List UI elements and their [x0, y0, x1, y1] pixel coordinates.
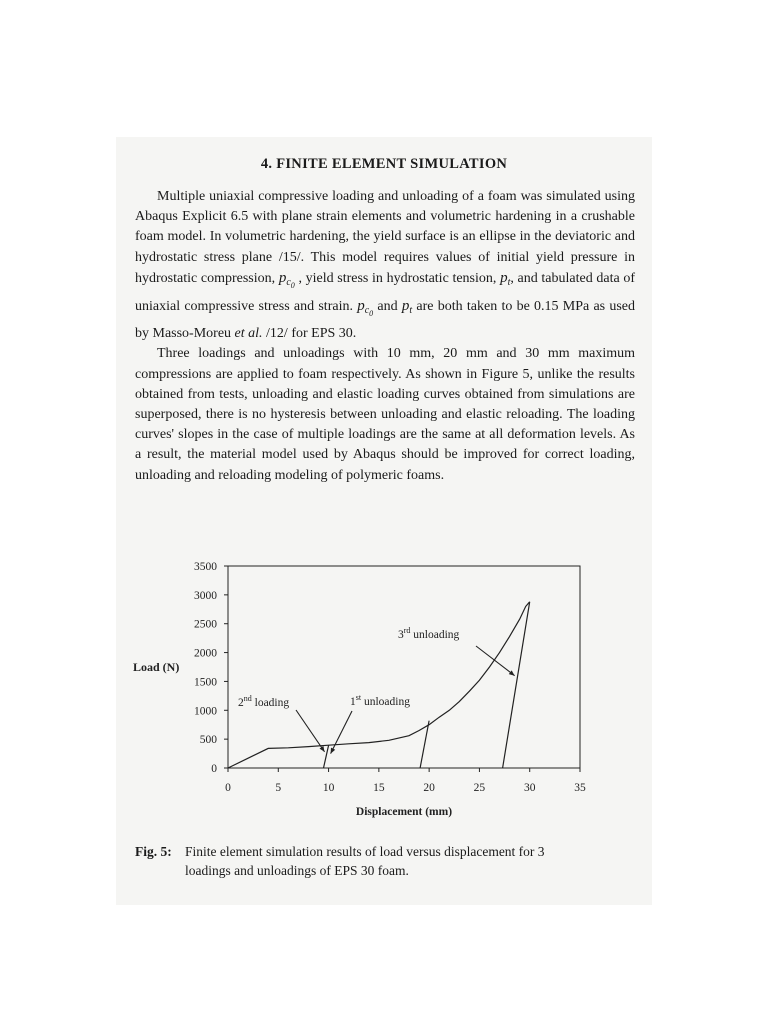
y-axis-label: Load (N) — [133, 660, 180, 674]
annotation-arrow — [296, 710, 325, 752]
symbol-pt: $p_t$ — [500, 269, 511, 288]
section-heading: 4. FINITE ELEMENT SIMULATION — [260, 156, 508, 172]
caption-label: Fig. 5: — [135, 844, 172, 859]
y-tick-label: 3500 — [194, 561, 217, 573]
annotations-group — [238, 626, 515, 754]
paragraph-2: Three loadings and unloadings with 10 mm, 20 mm and 30 mm maximum compressions are applied to foam respectively. As shown in Figure 5, unlike the results obtained from tests, unloading and elastic loading curves obtained from simulations are superposed, there is no hysteresis between unloading and elastic reloading. The loading curves' slopes in the case of multiple loadings are the same at all deformation levels. As a result, the material model used by Abaqus should be improved for correct loading, unloading and reloading modeling of polymeric foams. — [135, 346, 635, 483]
annotation-label: 3rd unloading — [398, 626, 460, 641]
series-line-1 — [324, 745, 329, 768]
x-tick-label: 30 — [523, 782, 536, 794]
y-tick-label: 2500 — [194, 618, 217, 631]
x-tick-label: 35 — [574, 782, 586, 794]
paragraph-1-part-d: and — [377, 299, 398, 315]
series-group — [228, 602, 530, 768]
symbol-pt-2: $p_t$ — [401, 298, 413, 317]
y-axis — [194, 561, 228, 775]
annotation-arrowhead — [320, 746, 325, 752]
x-tick-label: 15 — [373, 782, 385, 794]
symbol-pco: $p_{c_0}$ — [278, 269, 295, 290]
caption-line-2: loadings and unloadings of EPS 30 foam. — [185, 863, 409, 878]
y-tick-label: 3000 — [194, 589, 217, 602]
paragraph-1-part-a: Multiple uniaxial compressive loading and unloading of a foam was simulated using Abaqus Explicit 6.5 with plane strain elements and volumetric hardening in a crushable foam model. In volumetric hardening, the yield surface is an ellipse in the deviatoric and hydrostatic stress plane /15/. This model requires values of initial yield pressure in hydrostatic compression, — [135, 189, 635, 286]
series-line-3 — [503, 602, 530, 768]
y-tick-label: 2000 — [194, 647, 217, 660]
x-tick-label: 25 — [473, 782, 486, 794]
x-tick-label: 5 — [275, 782, 282, 794]
figure-caption — [135, 842, 635, 880]
series-line-0 — [228, 602, 530, 768]
x-tick-label: 10 — [322, 782, 335, 794]
plot-frame — [228, 566, 580, 768]
paragraph-1-etal: et al. — [234, 326, 263, 342]
y-tick-label: 1500 — [194, 676, 217, 689]
paragraph-1-part-c: , and tabulated data of uniaxial compressive stress and strain. — [135, 270, 635, 315]
annotation-arrow — [476, 646, 515, 676]
x-axis-label: Displacement (mm) — [355, 806, 453, 818]
annotation-label: 2nd loading — [238, 694, 290, 709]
x-axis — [225, 768, 586, 794]
x-tick-label: 0 — [225, 782, 231, 794]
y-tick-label: 0 — [211, 763, 217, 775]
annotation-label: 1st unloading — [350, 693, 410, 708]
caption-line-1: Finite element simulation results of load versus displacement for 3 — [185, 844, 545, 859]
y-tick-label: 500 — [199, 734, 217, 747]
y-tick-label: 1000 — [194, 705, 217, 718]
annotation-arrow — [331, 711, 352, 754]
symbol-pco-2: $p_{c_0}$ — [357, 298, 374, 319]
paragraph-1-part-e: are both taken to be 0.15 MPa as used by Masso-Moreu — [135, 299, 636, 342]
paragraph-1-part-b: , yield stress in hydrostatic tension, — [298, 270, 497, 286]
x-tick-label: 20 — [423, 782, 435, 794]
paragraph-1-part-f: /12/ for EPS 30. — [266, 326, 357, 342]
